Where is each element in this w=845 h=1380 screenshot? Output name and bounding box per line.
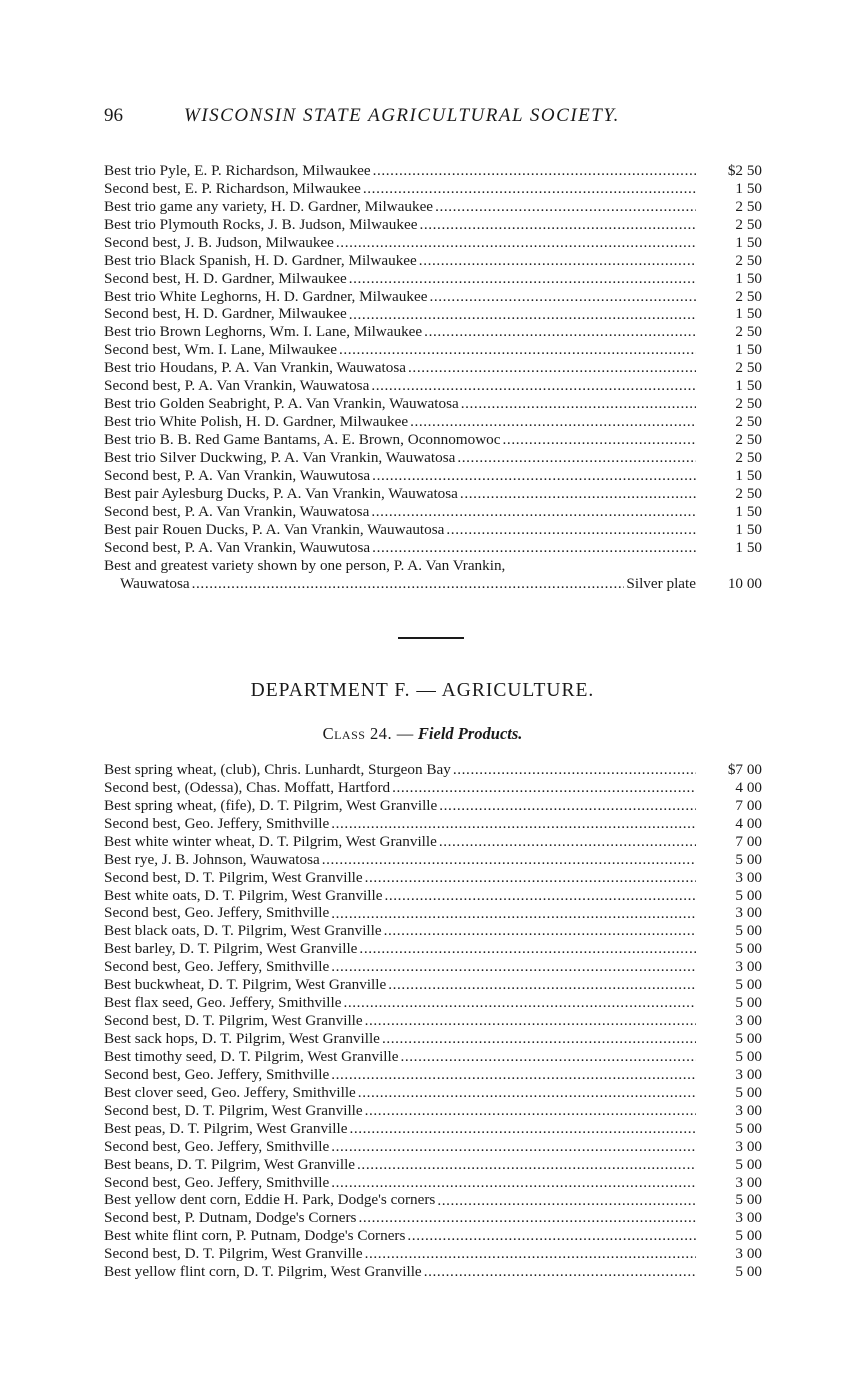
entry-amount: 5 00 — [735, 1047, 762, 1065]
entry-amount: 2 50 — [735, 287, 762, 305]
field-products-list — [104, 761, 762, 1281]
dot-leader — [439, 833, 696, 851]
entry-amount: 1 50 — [735, 502, 762, 520]
entry-text: Best timothy seed, D. T. Pilgrim, West Granville — [104, 1047, 399, 1065]
entry-amount: 5 00 — [735, 940, 762, 958]
dot-leader — [461, 395, 696, 413]
entry-text: Second best, D. T. Pilgrim, West Granville — [104, 868, 363, 886]
page-header — [104, 104, 694, 128]
entry-text: Second best, P. Dutnam, Dodge's Corners — [104, 1209, 357, 1227]
dot-leader — [435, 198, 696, 216]
list-item — [104, 485, 762, 503]
list-item — [104, 940, 762, 958]
entry-text: Best beans, D. T. Pilgrim, West Granville — [104, 1155, 356, 1173]
dot-leader — [419, 216, 696, 234]
entry-text: Best yellow dent corn, Eddie H. Park, Dodge's corners — [104, 1191, 436, 1209]
entry-text: Second best, Geo. Jeffery, Smithville — [104, 814, 330, 832]
entry-text: Second best, P. A. Van Vrankin, Wauwatosa — [104, 377, 370, 395]
list-item — [104, 905, 762, 923]
entry-text: Best trio Black Spanish, H. D. Gardner, Milwaukee — [104, 251, 417, 269]
page-number: 96 — [104, 105, 123, 126]
list-item — [104, 1156, 762, 1174]
entry-text: Best trio Plymouth Rocks, J. B. Judson, Milwaukee — [104, 215, 418, 233]
dot-leader — [365, 1245, 696, 1263]
entry-text: Best spring wheat, (fife), D. T. Pilgrim, West Granville — [104, 796, 438, 814]
dot-leader — [424, 1263, 696, 1281]
dot-leader — [446, 521, 696, 539]
entry-amount: $2 50 — [727, 161, 762, 179]
entry-text: Second best, J. B. Judson, Milwaukee — [104, 233, 334, 251]
dot-leader — [331, 1138, 696, 1156]
entry-text: Second best, Geo. Jeffery, Smithville — [104, 958, 330, 976]
dot-leader — [322, 851, 696, 869]
entry-text: Second best, P. A. Van Vrankin, Wauwutosa — [104, 538, 371, 556]
entry-amount: 3 00 — [735, 904, 762, 922]
entry-text: Best rye, J. B. Johnson, Wauwatosa — [104, 850, 320, 868]
entry-amount: 2 50 — [735, 215, 762, 233]
entry-text: Best trio White Leghorns, H. D. Gardner, Milwaukee — [104, 287, 428, 305]
entry-text: Best trio Brown Leghorns, Wm. I. Lane, Milwaukee — [104, 323, 423, 341]
dot-leader — [453, 761, 696, 779]
dot-leader — [357, 1156, 696, 1174]
entry-text: Second best, Geo. Jeffery, Smithville — [104, 1137, 330, 1155]
dot-leader — [392, 779, 696, 797]
entry-text: Best flax seed, Geo. Jeffery, Smithville — [104, 994, 342, 1012]
entry-text: Best white flint corn, P. Putnam, Dodge's Corners — [104, 1227, 406, 1245]
entry-amount: 5 00 — [735, 1119, 762, 1137]
entry-amount: 1 50 — [735, 377, 762, 395]
entry-text: Second best, P. A. Van Vrankin, Wauwutosa — [104, 466, 371, 484]
entry-amount: 1 50 — [735, 179, 762, 197]
list-item — [104, 216, 762, 234]
running-title: WISCONSIN STATE AGRICULTURAL SOCIETY. — [184, 105, 620, 126]
entry-amount: 1 50 — [735, 538, 762, 556]
class-title — [0, 724, 845, 744]
entry-amount: 3 00 — [735, 1245, 762, 1263]
dot-leader — [372, 467, 696, 485]
entry-text: Second best, D. T. Pilgrim, West Granville — [104, 1245, 363, 1263]
dot-leader — [192, 575, 625, 593]
entry-text: Best buckwheat, D. T. Pilgrim, West Granville — [104, 976, 387, 994]
dot-leader — [331, 905, 696, 923]
list-item — [104, 467, 762, 485]
dot-leader — [349, 270, 696, 288]
entry-amount: 2 50 — [735, 251, 762, 269]
list-item — [104, 288, 762, 306]
entry-text: Second best, P. A. Van Vrankin, Wauwatosa — [104, 502, 370, 520]
entry-text: Second best, E. P. Richardson, Milwaukee — [104, 179, 361, 197]
dot-leader — [331, 1066, 696, 1084]
list-item — [104, 1245, 762, 1263]
entry-text: Best trio B. B. Red Game Bantams, A. E. Brown, Oconnomowoc — [104, 431, 501, 449]
entry-amount: 5 00 — [735, 1191, 762, 1209]
entry-text: Best and greatest variety shown by one person, P. A. Van Vrankin, — [104, 556, 506, 574]
entry-text: Best trio Silver Duckwing, P. A. Van Vrankin, Wauwatosa — [104, 448, 456, 466]
list-item — [104, 851, 762, 869]
entry-amount: 5 00 — [735, 922, 762, 940]
dot-leader — [382, 1030, 696, 1048]
entry-amount: 2 50 — [735, 448, 762, 466]
entry-text: Second best, Geo. Jeffery, Smithville — [104, 904, 330, 922]
entry-text: Best trio Houdans, P. A. Van Vrankin, Wauwatosa — [104, 359, 407, 377]
dot-leader — [339, 341, 696, 359]
entry-amount: 2 50 — [735, 413, 762, 431]
list-item — [104, 887, 762, 905]
list-item — [104, 833, 762, 851]
list-item — [104, 922, 762, 940]
entry-text: Second best, H. D. Gardner, Milwaukee — [104, 269, 347, 287]
dot-leader — [437, 1192, 696, 1210]
entry-amount: 3 00 — [735, 1101, 762, 1119]
list-item — [104, 1084, 762, 1102]
entry-amount: $7 00 — [727, 760, 762, 778]
list-item — [104, 539, 762, 557]
list-item — [104, 761, 762, 779]
entry-text: Best black oats, D. T. Pilgrim, West Granville — [104, 922, 382, 940]
class-name: Field Products. — [417, 724, 523, 743]
section-divider — [398, 637, 464, 639]
dot-leader — [349, 1120, 696, 1138]
list-item — [104, 377, 762, 395]
dot-leader — [365, 1102, 696, 1120]
entry-amount: 5 00 — [735, 1227, 762, 1245]
entry-amount: 3 00 — [735, 1012, 762, 1030]
list-item — [104, 1048, 762, 1066]
class-label: Class 24. — — [322, 724, 414, 743]
dot-leader — [429, 288, 696, 306]
entry-amount: 1 50 — [735, 269, 762, 287]
list-item — [104, 323, 762, 341]
dot-leader — [358, 1209, 696, 1227]
dot-leader — [384, 922, 696, 940]
dot-leader — [358, 1084, 696, 1102]
dot-leader — [372, 539, 696, 557]
entry-text: Best barley, D. T. Pilgrim, West Granville — [104, 940, 358, 958]
entry-amount: 2 50 — [735, 197, 762, 215]
dot-leader — [359, 940, 696, 958]
list-item — [104, 869, 762, 887]
dot-leader — [363, 180, 696, 198]
entry-amount: 1 50 — [735, 466, 762, 484]
entry-amount: 3 00 — [735, 1137, 762, 1155]
dot-leader — [419, 252, 696, 270]
dot-leader — [365, 1012, 696, 1030]
entry-text: Best peas, D. T. Pilgrim, West Granville — [104, 1119, 348, 1137]
entry-text: Best trio Pyle, E. P. Richardson, Milwaukee — [104, 161, 371, 179]
list-item — [104, 1209, 762, 1227]
entry-amount: 7 00 — [735, 796, 762, 814]
list-item — [104, 779, 762, 797]
dot-leader — [373, 162, 696, 180]
variety-entry — [104, 557, 762, 593]
entry-amount: 5 00 — [735, 1030, 762, 1048]
entry-amount: 5 00 — [735, 850, 762, 868]
list-item — [104, 503, 762, 521]
entry-amount: 10 00 — [727, 574, 762, 592]
list-item — [104, 162, 762, 180]
entry-amount: 1 50 — [735, 341, 762, 359]
list-item — [104, 994, 762, 1012]
entry-amount: 5 00 — [735, 1083, 762, 1101]
list-item — [104, 413, 762, 431]
dot-leader — [408, 359, 696, 377]
entry-text: Second best, Wm. I. Lane, Milwaukee — [104, 341, 337, 359]
dot-leader — [343, 994, 696, 1012]
list-item — [104, 449, 762, 467]
dot-leader — [331, 958, 696, 976]
list-item — [104, 180, 762, 198]
entry-amount: 2 50 — [735, 323, 762, 341]
entry-text: Best sack hops, D. T. Pilgrim, West Granville — [104, 1030, 380, 1048]
entry-amount: 3 00 — [735, 1065, 762, 1083]
entry-amount: 7 00 — [735, 832, 762, 850]
entry-amount: 5 00 — [735, 886, 762, 904]
entry-amount: 5 00 — [735, 976, 762, 994]
list-item — [104, 1174, 762, 1192]
dot-leader — [460, 485, 696, 503]
entry-amount: 3 00 — [735, 1209, 762, 1227]
list-item — [104, 1012, 762, 1030]
list-item — [104, 1227, 762, 1245]
entry-text: Best white oats, D. T. Pilgrim, West Granville — [104, 886, 383, 904]
list-item — [104, 958, 762, 976]
list-item — [104, 575, 762, 593]
list-item — [104, 1102, 762, 1120]
dot-leader — [439, 797, 696, 815]
entry-text: Wauwatosa — [120, 574, 190, 592]
entry-text: Best trio White Polish, H. D. Gardner, Milwaukee — [104, 413, 409, 431]
entry-amount: 1 50 — [735, 305, 762, 323]
dot-leader — [331, 1174, 696, 1192]
list-item — [104, 270, 762, 288]
entry-text: Best pair Aylesburg Ducks, P. A. Van Vrankin, Wauwatosa — [104, 484, 458, 502]
entry-text: Best trio game any variety, H. D. Gardner, Milwaukee — [104, 197, 434, 215]
dot-leader — [401, 1048, 697, 1066]
entry-text: Best trio Golden Seabright, P. A. Van Vrankin, Wauwatosa — [104, 395, 459, 413]
entry-amount: 1 50 — [735, 233, 762, 251]
entry-amount: 4 00 — [735, 814, 762, 832]
entry-amount: 2 50 — [735, 359, 762, 377]
entry-text: Second best, D. T. Pilgrim, West Granville — [104, 1012, 363, 1030]
entry-amount: 2 50 — [735, 395, 762, 413]
entry-text: Best spring wheat, (club), Chris. Lunhardt, Sturgeon Bay — [104, 760, 451, 778]
entry-prize: Silver plate — [626, 574, 696, 592]
dot-leader — [371, 503, 696, 521]
dot-leader — [365, 869, 696, 887]
entry-amount: 5 00 — [735, 1155, 762, 1173]
list-item — [104, 395, 762, 413]
entry-text: Second best, H. D. Gardner, Milwaukee — [104, 305, 347, 323]
entry-amount: 3 00 — [735, 958, 762, 976]
dot-leader — [407, 1227, 696, 1245]
entry-amount: 3 00 — [735, 1173, 762, 1191]
entry-text: Second best, Geo. Jeffery, Smithville — [104, 1065, 330, 1083]
list-item — [104, 797, 762, 815]
dot-leader — [457, 449, 696, 467]
entry-amount: 4 00 — [735, 778, 762, 796]
list-item — [104, 557, 762, 575]
entry-text: Best clover seed, Geo. Jeffery, Smithville — [104, 1083, 356, 1101]
list-item — [104, 815, 762, 833]
list-item — [104, 359, 762, 377]
entry-text: Best yellow flint corn, D. T. Pilgrim, West Granville — [104, 1263, 422, 1281]
dot-leader — [388, 976, 696, 994]
dot-leader — [503, 431, 696, 449]
list-item — [104, 976, 762, 994]
list-item — [104, 252, 762, 270]
dot-leader — [371, 377, 696, 395]
entry-text: Second best, D. T. Pilgrim, West Granville — [104, 1101, 363, 1119]
list-item — [104, 341, 762, 359]
dot-leader — [331, 815, 696, 833]
poultry-premium-list — [104, 162, 762, 557]
entry-text: Second best, Geo. Jeffery, Smithville — [104, 1173, 330, 1191]
list-item — [104, 521, 762, 539]
dot-leader — [424, 323, 696, 341]
entry-text: Best white winter wheat, D. T. Pilgrim, West Granville — [104, 832, 437, 850]
list-item — [104, 1120, 762, 1138]
entry-amount: 5 00 — [735, 1263, 762, 1281]
list-item — [104, 306, 762, 324]
list-item — [104, 198, 762, 216]
list-item — [104, 1030, 762, 1048]
list-item — [104, 1138, 762, 1156]
entry-amount: 3 00 — [735, 868, 762, 886]
dot-leader — [384, 887, 696, 905]
entry-amount: 2 50 — [735, 431, 762, 449]
dot-leader — [349, 306, 696, 324]
entry-amount: 2 50 — [735, 484, 762, 502]
list-item — [104, 1066, 762, 1084]
entry-text: Best pair Rouen Ducks, P. A. Van Vrankin, Wauwautosa — [104, 520, 445, 538]
dot-leader — [336, 234, 696, 252]
list-item — [104, 1263, 762, 1281]
department-title: DEPARTMENT F. — AGRICULTURE. — [250, 680, 595, 701]
dot-leader — [410, 413, 696, 431]
list-item — [104, 234, 762, 252]
entry-amount: 5 00 — [735, 994, 762, 1012]
entry-amount: 1 50 — [735, 520, 762, 538]
list-item — [104, 431, 762, 449]
entry-text: Second best, (Odessa), Chas. Moffatt, Hartford — [104, 778, 391, 796]
list-item — [104, 1192, 762, 1210]
